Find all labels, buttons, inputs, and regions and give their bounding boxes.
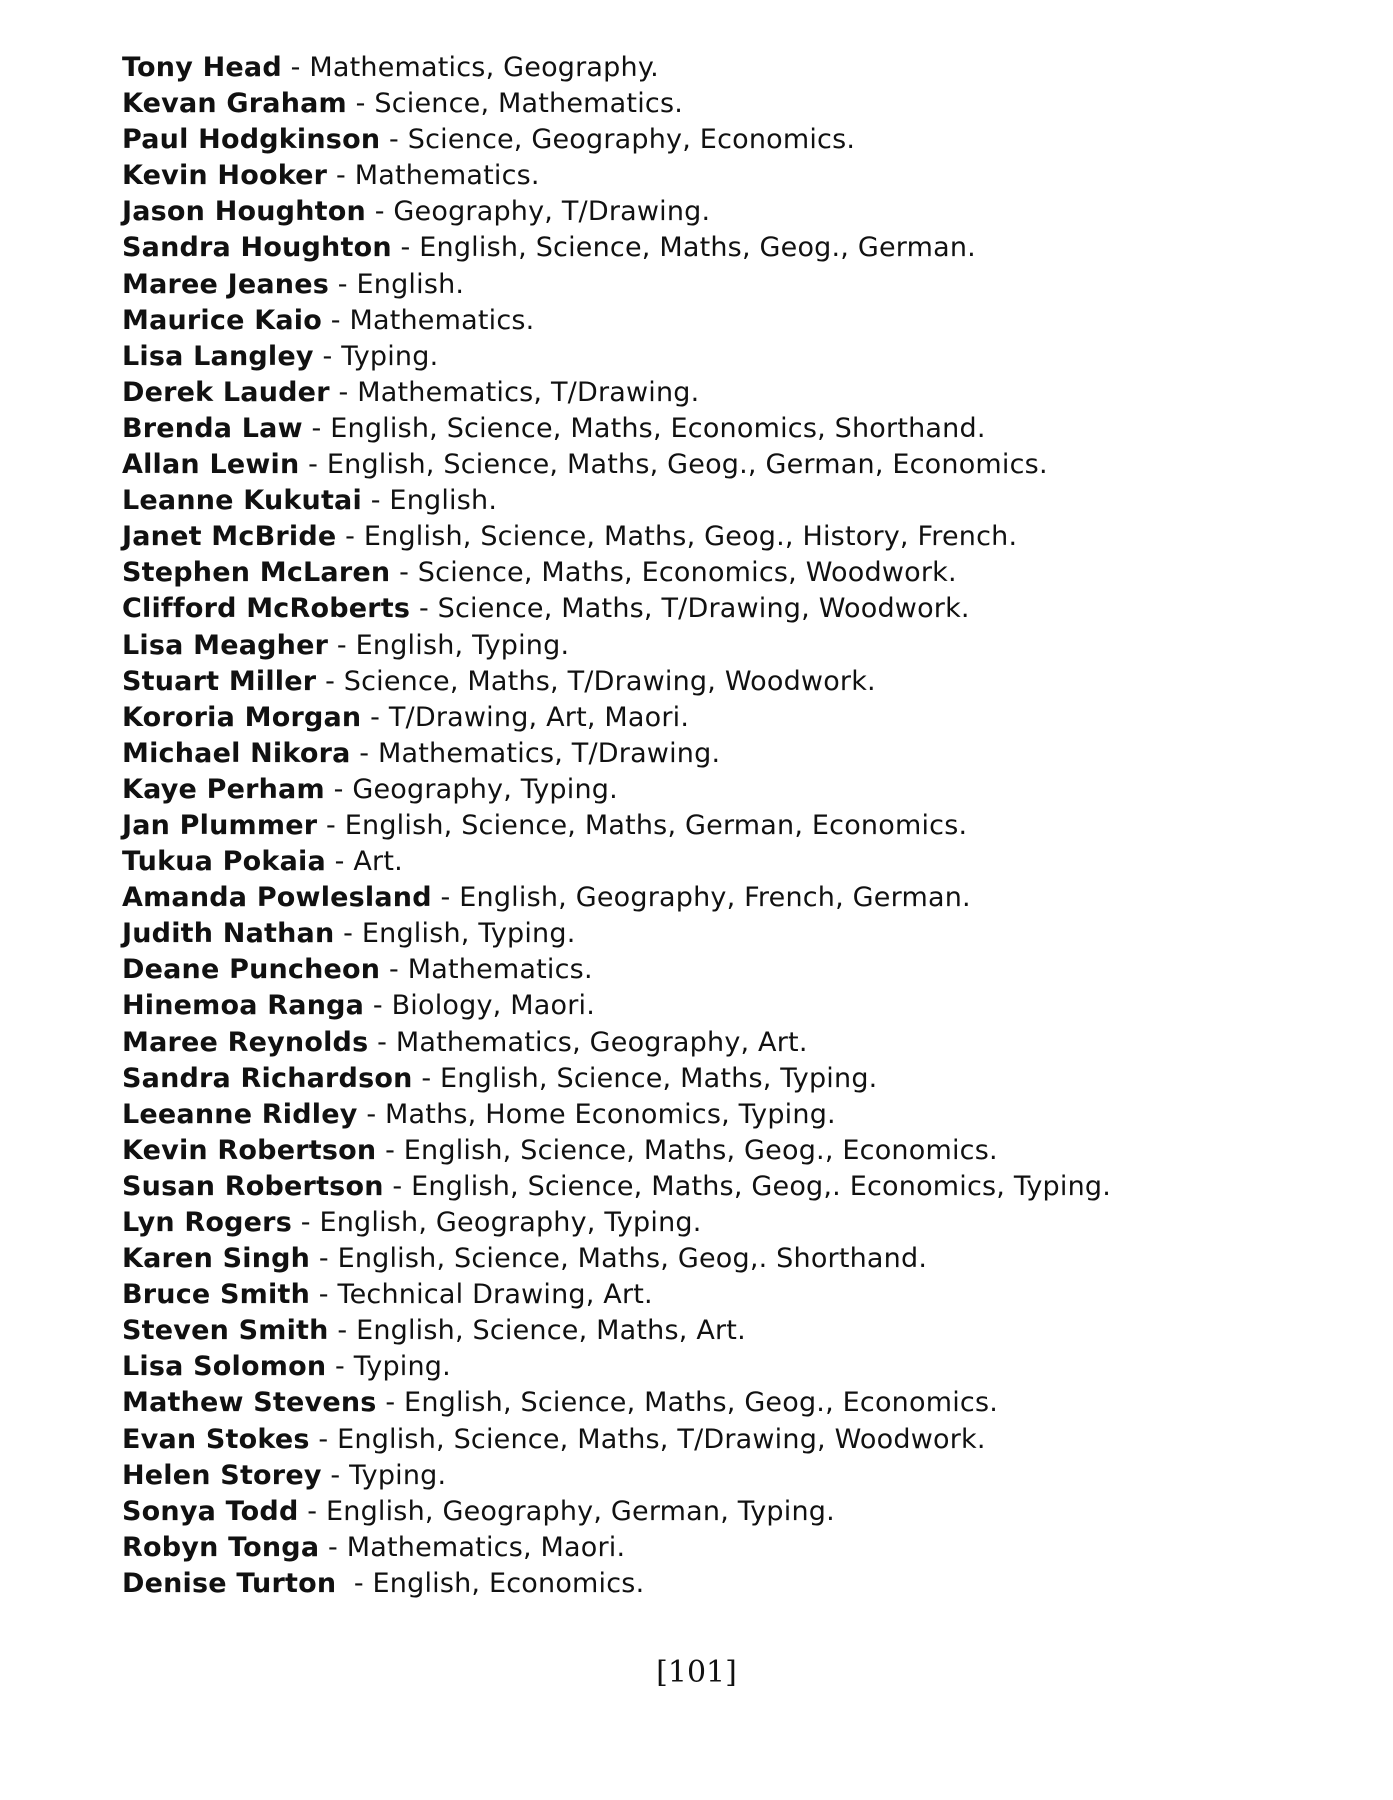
list-item [122,1422,1362,1458]
student-name: Robyn Tonga [122,1531,320,1563]
list-item [122,591,1362,627]
list-item [122,122,1362,158]
subject-list: - Maths, Home Economics, Typing. [357,1098,836,1130]
student-name: Bruce Smith [122,1279,310,1311]
student-name: Stephen McLaren [122,557,391,589]
list-item [122,267,1362,303]
student-name: Denise Turton [122,1567,337,1599]
student-name: Jason Houghton [122,196,366,228]
subject-list: - English, Science, Maths, Geog,. Shorthand. [310,1243,928,1275]
student-name: Mathew Stevens [122,1387,377,1419]
list-item [122,1385,1362,1421]
list-item [122,1061,1362,1097]
subject-list: - English, Science, Maths, Art. [328,1315,746,1347]
subject-list: - Science, Maths, Economics, Woodwork. [390,557,957,589]
list-item [122,1313,1362,1349]
list-item [122,736,1362,772]
list-item [122,158,1362,194]
list-item [122,1205,1362,1241]
subject-list: - English, Typing. [334,918,576,950]
subject-list: - Science, Maths, T/Drawing, Woodwork. [410,593,970,625]
list-item [122,1494,1362,1530]
subject-list: - Mathematics, T/Drawing. [350,737,721,769]
list-item [122,916,1362,952]
student-name: Lisa Meagher [122,629,329,661]
student-name: Kevin Robertson [122,1134,377,1166]
subject-list: - English, Geography, Typing. [291,1207,702,1238]
subject-list: - Mathematics, Geography, Art. [368,1026,808,1058]
list-item [122,483,1362,519]
page-number: [101] [656,1655,737,1690]
list-item [122,844,1362,880]
student-name: Helen Storey [122,1459,322,1491]
list-item [122,628,1362,664]
student-name: Deane Puncheon [122,954,381,986]
list-item [122,700,1362,736]
student-name: Tukua Pokaia [122,846,326,878]
list-item [122,375,1362,411]
subject-list: - English, Science, Maths, Economics, Shorthand. [302,412,986,444]
subject-list: - English. [361,485,498,517]
student-name: Paul Hodgkinson [122,124,381,156]
list-item [122,808,1362,844]
list-item [122,1133,1362,1169]
student-name: Steven Smith [122,1315,329,1347]
list-item [122,194,1362,230]
student-name: Michael Nikora [122,737,351,769]
subject-list: - English, Science, Maths, Geog., German, Economics. [299,449,1048,481]
student-name: Hinemoa Ranga [122,990,365,1022]
subject-list: - English, Science, Maths, Geog., Economics. [376,1387,999,1419]
student-name: Kevin Hooker [122,160,328,192]
student-name: Jan Plummer [122,809,318,841]
student-subject-list [122,50,1362,1602]
student-name: Leanne Kukutai [122,485,362,517]
subject-list: - Biology, Maori. [364,990,595,1022]
subject-list: - English, Science, Maths, T/Drawing, Woodwork. [309,1423,986,1455]
list-item [122,1241,1362,1277]
list-item [122,772,1362,808]
student-name: Susan Robertson [122,1170,384,1202]
student-name: Lisa Langley [122,340,314,372]
student-name: Maree Reynolds [122,1026,369,1058]
student-name: Kaye Perham [122,773,325,805]
subject-list: - Geography, T/Drawing. [365,196,711,228]
student-name: Stuart Miller [122,665,317,697]
subject-list: - Mathematics. [321,304,535,336]
student-name: Tony Head [122,52,282,83]
subject-list: - English, Geography, German, Typing. [298,1495,835,1527]
list-item [122,519,1362,555]
subject-list: - Geography, Typing. [324,773,618,805]
list-item [122,1566,1362,1602]
subject-list: - English, Geography, French, German. [431,882,971,914]
subject-list: - English, Science, Maths, Geog., German. [391,232,976,264]
subject-list: - English, Science, Maths, Geog., Economics. [376,1134,998,1166]
student-name: Janet McBride [122,521,337,553]
list-item [122,1169,1362,1205]
subject-list: - Mathematics, Geography. [281,52,659,83]
list-item [122,230,1362,266]
list-item [122,1349,1362,1385]
subject-list: - Mathematics, T/Drawing. [329,376,700,408]
student-name: Lisa Solomon [122,1351,327,1383]
list-item [122,411,1362,447]
student-name: Lyn Rogers [122,1207,292,1238]
subject-list: - Mathematics, Maori. [319,1531,626,1563]
student-name: Amanda Powlesland [122,882,432,914]
student-name: Sandra Richardson [122,1062,413,1094]
subject-list: - English, Typing. [328,629,570,661]
student-name: Allan Lewin [122,449,300,481]
subject-list: - Science, Maths, T/Drawing, Woodwork. [316,665,876,697]
student-name: Sonya Todd [122,1495,299,1527]
subject-list: - English, Science, Maths, Geog,. Economics, Typing. [383,1170,1112,1202]
subject-list: - Typing. [326,1351,451,1383]
student-name: Derek Lauder [122,376,330,408]
subject-list: - Science, Geography, Economics. [380,124,856,156]
list-item [122,50,1362,86]
student-name: Maree Jeanes [122,268,330,300]
list-item [122,952,1362,988]
list-item [122,1458,1362,1494]
student-name: Maurice Kaio [122,304,322,336]
list-item [122,1025,1362,1061]
list-item [122,86,1362,122]
subject-list: - English, Science, Maths, Geog., History, French. [336,521,1018,553]
student-name: Evan Stokes [122,1423,310,1455]
student-name: Brenda Law [122,412,303,444]
student-name: Judith Nathan [122,918,335,950]
subject-list: - Mathematics. [380,954,593,986]
student-name: Clifford McRoberts [122,593,411,625]
student-name: Sandra Houghton [122,232,392,264]
student-name: Kevan Graham [122,88,347,120]
list-item [122,339,1362,375]
subject-list: - English. [329,268,465,300]
list-item [122,447,1362,483]
list-item [122,988,1362,1024]
student-name: Kororia Morgan [122,701,362,733]
subject-list: - T/Drawing, Art, Maori. [361,701,690,733]
list-item [122,880,1362,916]
list-item [122,664,1362,700]
subject-list: - Art. [325,846,403,878]
list-item [122,1097,1362,1133]
list-item [122,1530,1362,1566]
list-item [122,303,1362,339]
list-item [122,555,1362,591]
subject-list: - Typing. [313,340,439,372]
subject-list: - English, Science, Maths, German, Economics. [317,809,968,841]
subject-list: - English, Science, Maths, Typing. [412,1062,878,1094]
subject-list: - Technical Drawing, Art. [310,1279,653,1311]
list-item [122,1277,1362,1313]
subject-list: - Science, Mathematics. [346,88,683,120]
student-name: Leeanne Ridley [122,1098,358,1130]
subject-list: - English, Economics. [336,1567,645,1599]
subject-list: - Typing. [321,1459,447,1491]
student-name: Karen Singh [122,1243,311,1275]
subject-list: - Mathematics. [327,160,540,192]
